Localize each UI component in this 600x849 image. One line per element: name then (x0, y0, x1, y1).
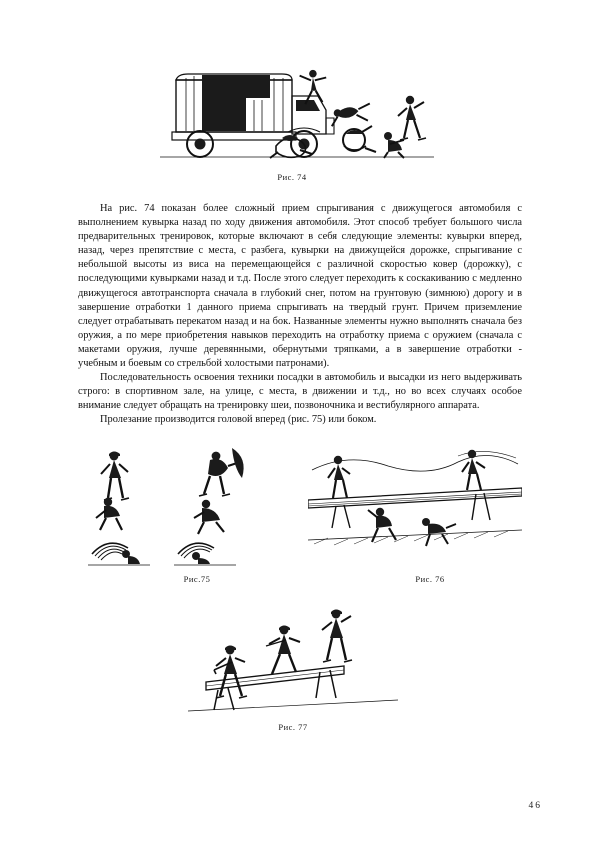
figure-77 (168, 598, 418, 732)
figure-74 (142, 58, 442, 186)
figure-76-caption: Рис. 76 (415, 573, 445, 584)
page-number: 46 (528, 801, 542, 811)
figure-75 (78, 444, 292, 584)
paragraph-1: На рис. 74 показан более сложный прием спрыгивания с движущегося автомобиля с выполнением кувырка назад по ходу движения автомобиля. Этот способ требует большого числа предварительных тренировок, которые включают в себя следующие элементы: кувырки вперед, назад, через препятствие с места, с разбега, кувырки на движущейся дорожке, спрыгивание с небольшой высоты из виса на перемещающейся с различной скоростью ковер (дорожку), с последующими кувырками назад и т.д. После этого следует переходить к соскакиванию с медленно движущегося автотранспорта сначала в глубокий снег, потом на грунтовую (зимнюю) дорогу и в завершение отработки 1 данного приема спрыгивать на твердый грунт. Причем приземление следует отрабатывать перекатом назад и на бок. Названные элементы нужно выполнять сначала без оружия, а по мере приобретения навыков переходить на отработку приема с оружием (сначала с макетами оружия, лучше деревянными, обернутыми тряпками, а в завершение отработки - учебным и боевым со стрельбой холостыми патронами). (78, 203, 522, 370)
page-content (78, 58, 522, 732)
figure-77-caption: Рис. 77 (278, 721, 308, 732)
figure-76-illustration (308, 444, 522, 574)
figure-76 (308, 444, 522, 584)
body-text (78, 202, 522, 428)
paragraph-2: Последовательность освоения техники посадки в автомобиль и высадки из него выдерживать строго: в спортивном зале, на улице, с места, в движении и т.д., но во всех случаях особое внимание следует обращать на тренировку шеи, позвоночника и вестибулярного аппарата. (78, 372, 522, 412)
figure-75-illustration (78, 444, 292, 574)
figure-75-caption: Рис.75 (183, 573, 211, 584)
paragraph-3: Пролезание производится головой вперед (рис. 75) или боком. (100, 414, 377, 426)
figure-74-illustration (142, 58, 442, 170)
figure-77-illustration (168, 598, 418, 722)
figure-row (78, 444, 522, 584)
figure-74-caption: Рис. 74 (277, 172, 307, 182)
